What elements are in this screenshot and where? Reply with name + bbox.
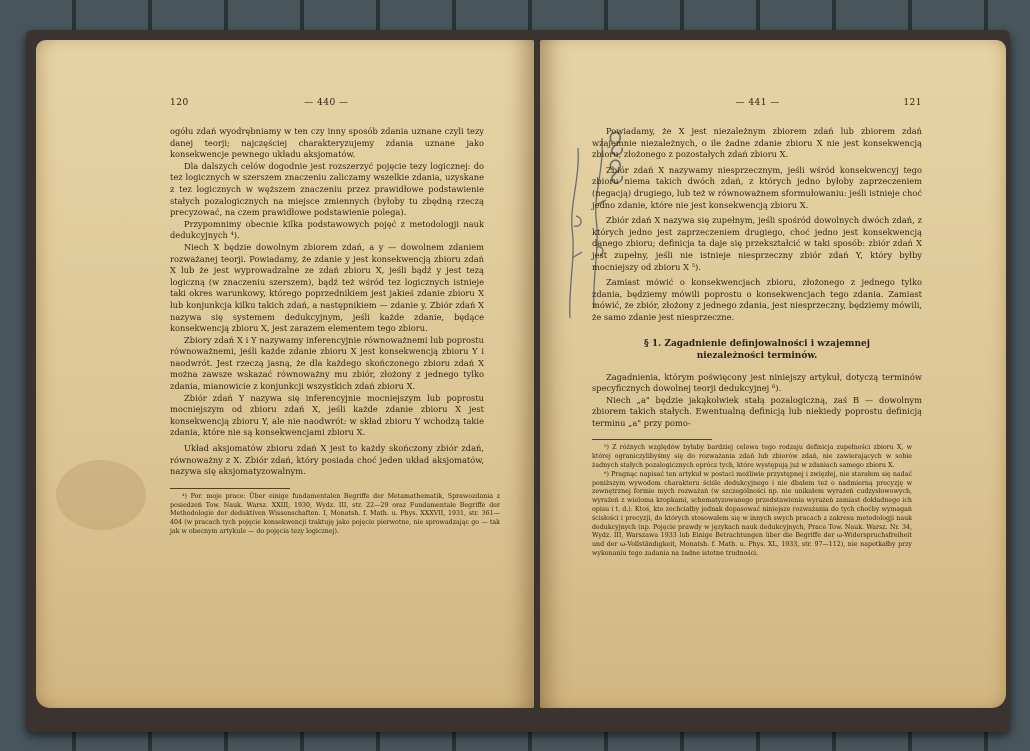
paragraph: ogółu zdań wyodrębniamy w ten czy inny sposób zdania uznane czyli tezy danej teorji; najczęściej charakteryzujemy zdania uznane jako konsekwencje pewnego układu aksjomatów. (170, 126, 484, 160)
footnote: ⁴) Por. moje prace: Über einige fundamentalen Begriffe der Metamathematik, Sprawozdania z posiedzeń Tow. Nauk. Warsz. XXIII, 1930, Wydz. III, str. 22—29 oraz Fundamentale Begriffe der Methodologie der deduktiven Wissenschaften. I, Monatsh. f. Math. u. Phys. XXXVII, 1931, str. 361—404 (w pracach tych pojęcie konsekwencji traktuję jako pojęcie pierwotne, nie sprowadzając go — tak jak w obecnym artykule — do pojęcia tezy logicznej). (170, 492, 500, 535)
right-body-text (592, 126, 922, 324)
paragraph: Zbiory zdań X i Y nazywamy inferencyjnie równoważnemi lub poprostu równoważnemi, jeśli każde zdanie zbioru X jest konsekwencją zbioru Y i naodwrót. Jest rzeczą jasną, że dla każdego skończonego zbioru zdań X można zawsze wskazać równoważny mu zbiór, złożony z jednego tylko zdania, mianowicie z konjunkcji wszystkich zdań zbioru X. (170, 334, 484, 392)
paragraph: Układ aksjomatów zbioru zdań X jest to każdy skończony zbiór zdań, równoważny z X. Zbiór zdań, który posiada choć jeden układ aksjomatów, nazywa się aksjomatyzowalnym. (170, 443, 484, 477)
section-title-line: niezależności terminów. (696, 350, 818, 361)
right-running-number: — 441 — (735, 98, 780, 108)
section-heading (592, 338, 922, 362)
paragraph: Zbiór zdań X nazywa się zupełnym, jeśli spośród dowolnych dwóch zdań, z których jedno jest zaprzeczeniem drugiego, choć jedno jest konsekwencją danego zbioru; definicja ta daje się przekształcić w taki sposób: zbiór zdań X jest zupełny, jeśli nie istnieje niesprzeczny zbiór zdań Y, który byłby mocniejszy od zbioru X ⁵). (592, 215, 922, 272)
paragraph: Zamiast mówić o konsekwencjach zbioru, złożonego z jednego tylko zdania, będziemy mówili poprostu o konsekwencjach tego zdania. Zamiast mówić, że zbiór, złożony z jednego zdania, jest niesprzeczny, będziemy mówili, że samo zdanie jest niesprzeczne. (592, 277, 922, 322)
left-page (36, 40, 534, 708)
section-body-text (592, 372, 922, 430)
right-page (540, 40, 1006, 708)
paragraph: Niech „a" będzie jakąkolwiek stałą pozalogiczną, zaś B — dowolnym zbiorem takich stałych. Ewentualną definicją lub niekiedy poprostu definicją terminu „a" przy pomo- (592, 394, 922, 428)
left-body-text (170, 126, 484, 478)
paragraph: Powiadamy, że X jest niezależnym zbiorem zdań lub zbiorem zdań wzajemnie niezależnych, o ile żadne zdanie zbioru X nie jest konsekwencją zbioru, złożonego z pozostałych zdań zbioru X. (592, 126, 922, 160)
left-running-head (170, 98, 484, 108)
left-running-number: — 440 — (304, 98, 349, 108)
paragraph: Zbiór zdań Y nazywa się inferencyjnie mocniejszym lub poprostu mocniejszym od zbioru zdań X, jeśli każde zdanie zbioru X jest konsekwencją zbioru Y, ale nie naodwrót: w skład zbioru Y wchodzą takie zdania, które nie są konsekwencjami zbioru X. (170, 392, 484, 438)
right-running-head (592, 98, 922, 108)
paragraph: Zbiór zdań X nazywamy niesprzecznym, jeśli wśród konsekwencyj tego zbioru niema takich dwóch zdań, z których jedno byłoby zaprzeczeniem (negacją) drugiego, lub też w równoważnem sformułowaniu: jeśli istnieje choć jedno zdanie, które nie jest konsekwencją zbioru X. (592, 164, 922, 210)
paragraph: Niech X będzie dowolnym zbiorem zdań, a y — dowolnem zdaniem rozważanej teorji. Powiadamy, że zdanie y jest konsekwencją zbioru zdań X lub że jest wyprowadzalne ze zdań zbioru X, jeśli bądź y jest tezą logiczną (w znaczeniu szerszem), bądź też wśród tez logicznych istnieje taki okres warunkowy, którego poprzednikiem jest jakieś zdanie zbioru X lub konjunkcja kilku takich zdań, a następnikiem — zdanie y. Zbiór zdań X nazywa się systemem dedukcyjnym, jeśli każde zdanie, będące konsekwencją zbioru X, jest zarazem elementem tego zbioru. (170, 241, 484, 334)
footnote: ⁵) Z różnych względów byłaby bardziej celowa tego rodzaju definicja zupełności zbioru X, w której ograniczylibyśmy się do rozważania zdań lub zbiorów zdań, nie zawierających w sobie żadnych stałych pozalogicznych oprócz tych, które występują już w zdaniach samego zbioru X. (592, 444, 912, 470)
paragraph: Zagadnienia, którym poświęcony jest niniejszy artykuł, dotyczą terminów specyficznych dowolnej teorji dedukcyjnej ⁶). (592, 371, 922, 394)
paragraph: Przypomnimy obecnie kilka podstawowych pojęć z metodologji nauk dedukcyjnych ⁴). (170, 218, 484, 241)
footnote: ⁶) Pragnąc napisać ten artykuł w postaci możliwie przystępnej i zwięzłej, nie starałem się nadać poniższym wywodom charakteru ściśle dedukcyjnego i nie dbałem też o nadmierną precyzję w zewnętrznej formie mych rozważań (w szczególności np. nie unikałem wyrażeń cudzysłowowych, wyrażeń z wieloma kropkami, schematyzowanego przedstawienia wyrażeń zamiast dokładnego ich opisu i t. d.). Ktoś, kto zechciałby jednak dopasować niniejsze rozważania do tych choćby wymagań ścisłości i precyzji, do których stosowałem się w innych swych pracach z zakresu metodologji nauk dedukcyjnych (np. Pojęcie prawdy w językach nauk dedukcyjnych, Prace Tow. Nauk. Warsz. Nr. 34, Wydz. III, Warszawa 1933 lub Einige Betrachtungen über die Begriffe der ω-Widerspruchsfreiheit und der ω-Vollständigkeit, Monatsh. f. Math. u. Phys. XL, 1933, str. 97—112), nie napotkałby przy wykonaniu tego zadania na żadne istotne trudności. (592, 470, 912, 558)
section-title-line: § 1. Zagadnienie definjowalności i wzajemnej (644, 338, 870, 349)
left-page-number: 120 (170, 98, 189, 108)
right-page-number: 121 (903, 98, 922, 108)
paragraph: Dla dalszych celów dogodnie jest rozszerzyć pojęcie tezy logicznej: do tez logicznych w szerszem znaczeniu zaliczamy wszelkie zdania, uzyskane z tez logicznych w węższem znaczeniu przez prawidłowe podstawienie stałych pozalogicznych na miejsce zmiennych (byłoby tu zbędną rzeczą precyzować, na czem prawidłowe podstawienie polega). (170, 160, 484, 218)
